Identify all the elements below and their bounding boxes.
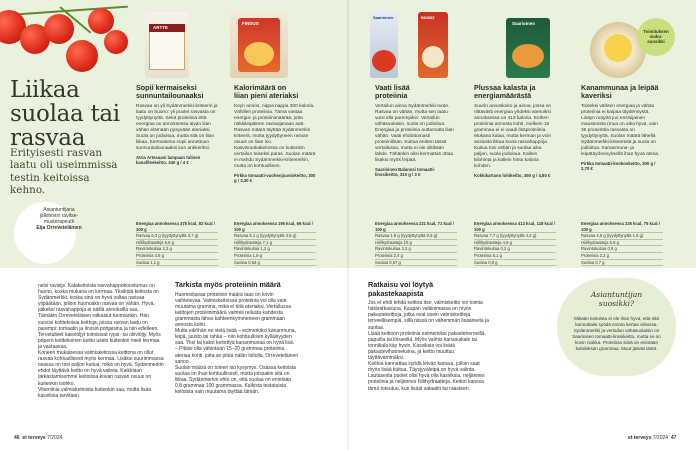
product-title: Vaati lisää proteiinia: [375, 83, 410, 101]
expert-caption: Asiantuntijana jälkitestin ravitse- musterapeutti Eija Orreveteläinen: [36, 207, 82, 231]
product-image-1: ARTTE: [145, 12, 189, 78]
nutrition-table-1: Energiaa annoksessa 375 kcal, 82 kcal / 100 g Rasvaa 6,3 g (tyydyttynyttä 3,7 g) Hiilihydraatteja 6,6 g Ravintokuitua 2,3 g Proteiinia 4,6 g Suolaa 1,1 g: [136, 221, 218, 266]
product-title: Sopii kermaiseksi sunnuntailounaaksi: [136, 83, 204, 101]
product-image-6: [590, 12, 646, 78]
product-detail: Kokkikartano lohikeitto, 350 g / 4,80 €: [474, 172, 551, 178]
article-text: nelsi ravisijs. Kalakeitoista ravvahappokoostumus on huono, koska mukana on kermaa. Yksikolä keitosta on Sydänmerkki, koska sinä on hyvä valtaa ravisaa ylipäätään, jolloin huonoakin rasvaa on vähän. Hyvä, jatkeksi rasvahappoja ei näillä annoksilla saa. Tämäkin Orreveteläisen ratkaisut tuomiankin. Hän suosisi kotitekoisia keittoja, joissa rasvan laatu on parempi: tomaatin ja linssin pohjaisina ja niin edelleen. Tervetulleet kasviöljyt toimisivat rypsi- tai oliiviöljy. Myös pöperö kotitekoinen keitto usein kuitenkin mieti kermaa ja vastaavaa. Koneen mukaisessa valmiskeitossa keittona on ollut rasvaa kohtuullisesti myös kermaa. Lisäksi suurimmassa osassa on tosi paljon kuitua, mikä on hyvä. Sydänmerkin ehdot täyttävä keitto on hyvä valinta. Kaikkiaan tarkastamisemme keitoissa kovan rasvan osuus on kuitenkin isohko. Vitamiinia valmiskeitoista kuitenkin saa, mutta lisää kasviksia tarvitaan.: [38, 283, 164, 399]
product-body: Rasvaa on yli Sydänmerkki-kriteerin ja laatu on huono: yli puolet rasvasta on tyydyttynyttä. Sekä proteiinia että energiaa on annoksessa aivan liian vähän elämään pysyvään ateriaksi. Suola on jodioitua, mutta sitä on liian liikaa. Kermaisena sopii annettuun sunnuntailounaaksi kun ankkeriksi.: [136, 103, 218, 151]
favorite-badge: Toimituksen maku- suosikki: [637, 18, 675, 56]
section-heading: Tarkista myös proteiinin määrä: [175, 280, 281, 289]
tip-body: Mikään keitoista ei ole ihan hyvä, että sitä kannattaisi syödä monta kertaa viikossa. Sydänmerkki ja vertailun vähäsuolaisin on Saarioisen tomaatti-linssikeitto, mutta se on kovin niukka. Proteiinia siinä on enintään kahdeksan grammaa. Muut jäävät tästä.: [572, 316, 661, 351]
footer-right: et terveys 7/2024 47: [628, 435, 677, 441]
product-detail: Saarioinen Balanssi tomaatti-linssikeitto, 310 g / 3 €: [375, 166, 436, 178]
product-review-4: [474, 84, 556, 178]
product-image-5: Saarioinen: [506, 12, 550, 78]
page-headline: Liikaa suolaa tai rasvaa: [10, 77, 120, 151]
product-review-1: [136, 84, 218, 165]
article-column-1: [38, 283, 164, 399]
product-detail: Pirkka tomaatti-vuohenjuustokeitto, 300 g / 3,30 €: [234, 172, 316, 184]
tip-title: Asiantuntijan suosikki?: [590, 290, 643, 308]
product-image-4: BIOBIZ: [418, 12, 448, 78]
product-body: Toiseksi vähiten energiaa ja vähän proteiinia ei kaipaa täydennystä. Lisäyn ruoyöä juo ensisijainen mausteosta (mua on aika hyvä, vain 35 prosenttia rasvasta on tyydyttynyttä. Suolan määrä lähellä Sydänmerkki-kriteereitä ja suola on jodioitua. Kananmuna- ja leipätäydennyksellä ihan hyvä ateria.: [581, 103, 660, 157]
product-image-3: Saarioinen: [370, 12, 398, 78]
product-title: Kalorimäärä on liian pieni ateriaksi: [234, 83, 299, 101]
nutrition-table-5: Energiaa annoksessa 225 kcal, 75 kcal / 100 g Rasvaa 4,6 g (tyydyttynyttä 1,6 g) Hiilihydraatteja 6,8 g Ravintokuitua 0,8 g Proteiinia 2,2 g Suolaa 0,7 g: [581, 221, 663, 266]
product-review-5: [581, 84, 663, 171]
product-detail: Pirkka tomaatti-kookoskeitto, 300 g / 2,70 €: [581, 160, 656, 172]
product-detail: Atria Artesaani lampaan tulinen kanaflleekeitto, 340 g / 4 €: [136, 154, 201, 166]
footer-left: 46 et terveys 7/2024: [14, 435, 63, 441]
intro-text: Erityisesti rasvan laatu oli useimmissa testin keitoissa kehno.: [10, 147, 118, 197]
product-review-3: [375, 84, 457, 177]
article-column-2: [175, 281, 299, 395]
article-text: Huomioitavaa proteiinin määrä taas on kovin vaihtelevaa. Valmiskeitoissa proteiinia voi olla vain muutama gramma, mikä ei riitä ateriaksi. Vertailussa keittojen proteiinimäärä vaihteli reilusta kahdesta grammasta lähes kahteenkymmeneen grammaan annosta kohti. Mutta eiköhän ne vielä lisää – esimerkiksi kananmuna, leipä, juusto tai rahka – niin kohtuullisen kylläisyyden saa. Yksi tai kaksi keitettyä kananmunaa on hyvä lisä. – Pitäisi olla vähintään 15–20 grammaa proteiinia ateriaa kohti, jotta se pitää nälän loitolla, Orreveteläinen sanoo. Suolan määrä on toinen iso kysymys. Osassa keitoista suolaa on ihan kohtuullisesti, mutta joissakin sitä on liikaa. Sydänmerkin ehto on, että suolaa on enintään 0,8 grammaa 100 grammassa. Kaikista testatuista keitoista vain muutama täyttää tämän.: [175, 291, 299, 396]
article-text: Jos et ehdi tehdä keittoa itse, valmiskeitto voi toimia hätäratkaisuna. Kaupan valikoimassa on myös pakastekeittoja, jotka ovat usein valmiskeittoja terveellisempiä, sillä niissä on vähemmän lisäaineita ja suolaa. Lisää keittoon proteiinia esimerkiksi pakasteherneillä, papuilla tai linsseillä. Myös valmis kanasuikale tai tonnikala käy hyvin. Kasviksia voi lisätä pakastevihanneksina, ja keitto muuttuu täyttävämmäksi. Keittoa kannattaa syödä leivän kanssa, jolloin saat myös lisää kuitua. Täysjyväleipä on hyvä valinta. Lautasesta puolet olisi hyvä olla kasviksia, neljännes proteiinia ja neljännes hiilihydraatteja. Keiton kanssa tämä toteutuu, kun lisäät salaatin tai raasteen.: [368, 300, 489, 392]
page-gutter: [347, 0, 349, 450]
product-body: Keyn annos, nippa nappa 300 kaloria. Vähillen proteiinia. Tämä vastaa energia- ja proteiinimäärää, jotta näkkileipäinen ravisaijanaan aatt. Rasvan määrä täyttää Sydänmerkin kriteerit, mutta tyydyttyneen rasvan osuus on liian iso. Kasvisruokakeitossa on kuitenkin vertailun toiseksi paras. Suolan määrä ei mahdu Sydänmerkki-kriteereihin, mutta on kohtuullinen.: [234, 103, 316, 169]
product-title: Kanammunaa ja leipää kaveriksi: [581, 83, 659, 101]
product-title: Plussaa kalasta ja energiamäärästä: [474, 83, 536, 101]
product-image-2: FINDUS: [230, 12, 288, 78]
nutrition-table-4: Energiaa annoksessa 413 kcal, 118 kcal / 100 g Rasvaa 7,7 g (tyydyttynyttä 4,2 g) Hiilihydraatteja 4,6 g Ravintokuitua 0,2 g Proteiinia 5,1 g Suolaa 0,9 g: [474, 221, 556, 265]
article-column-3: [368, 281, 490, 392]
product-body: Vertailun ainoa Sydänmerkki-tuote. Rasvaa on vähän, mutta sen laatu voisi olla parempikin. Vertailun vähäsuolaisin, suola on jodioitua. Energiaa ja proteiinia auttamatta liian vähän. Vaati ehdottomasti proteiinilisän. Kuitua enitten tässä vertailussa, mutta ei ole siltikään lähde. Tähänkin olisi kermattas ottaa lisäksi myös leipää.: [375, 103, 454, 163]
section-heading: Ratkaisu voi löytyä pakastekaapista: [368, 280, 434, 298]
nutrition-table-3: Energiaa annoksessa 221 kcal, 71 kcal / 100 g Rasvaa 1,9 g (tyydyttynyttä 0,5 g) Hiilihydraatteja 10 g Ravintokuitua 3,3 g Proteiinia 2,4 g Suolaa 0,57 g: [375, 221, 457, 266]
product-body: Suurin annoskoko ja ainoa, jossa on riittävästi energiaa yhdeksi aterioiksi annoksessa on 413 kaloria. Enihen proteiinia annosta kohti, melkein 18 grammaa ei ei vaadi lisäproteiinia. Mukana kalaa, mutta kerman ja voin ansiosta liikaa kovia rasvahappoja. Kuitua tosi vähän ja suolaa aika paljon, suola jodioitua. Kallein kilohinta ja kallein hinta kaloria kohden.: [474, 103, 552, 169]
nutrition-table-2: Energiaa annoksessa 195 kcal, 66 kcal / 100 g Rasvaa 5,1 g (tyydyttynyttä 3,5 g) Hiilihydraatteja 7,1 g Ravintokuitua 1,2 g Proteiinia 1,9 g Suolaa 0,63 g: [234, 221, 316, 266]
product-review-2: [234, 84, 316, 183]
